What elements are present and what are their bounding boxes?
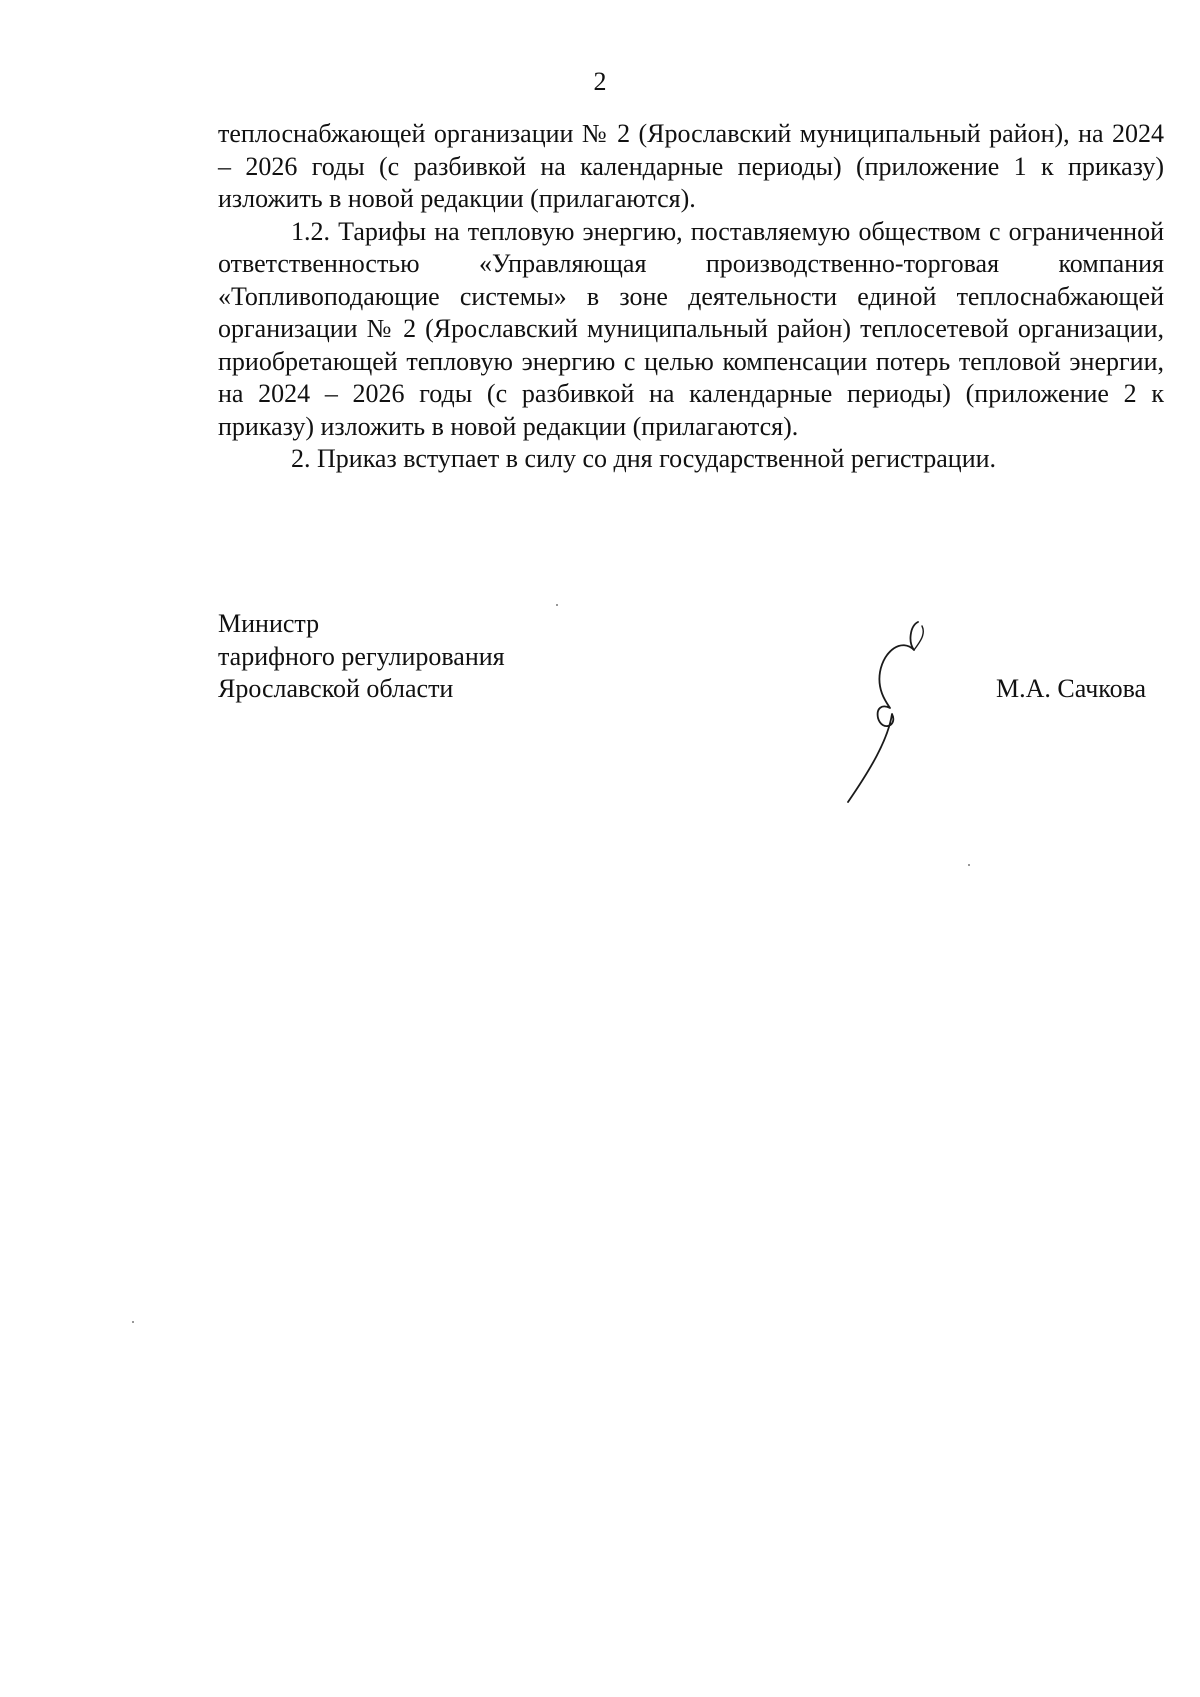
paragraph-item-2: 2. Приказ вступает в силу со дня государственной регистрации. (291, 444, 997, 473)
handwritten-signature (830, 620, 940, 805)
signatory-title (218, 608, 505, 706)
document-body (218, 118, 1164, 476)
signatory-name: М.А. Сачкова (996, 674, 1147, 703)
signatory-title-line: тарифного регулирования (218, 641, 505, 671)
paragraph-item-1-2: 1.2. Тарифы на тепловую энергию, поставляемую обществом с ограниченной ответственностью «Управляющая производственно-торговая компания «Топливоподающие системы» в зоне деятельности единой теплоснабжающей организации № 2 (Ярославский муниципальный район) теплосетевой организации, приобретающей тепловую энергию с целью компенсации потерь тепловой энергии, на 2024 – 2026 годы (с разбивкой на календарные периоды) (приложение 2 к приказу) изложить в новой редакции (прилагаются). (218, 216, 1164, 441)
paragraph-continuation: теплоснабжающей организации № 2 (Ярославский муниципальный район), на 2024 – 2026 годы (с разбивкой на календарные периоды) (приложение 1 к приказу) изложить в новой редакции (прилагаются). (218, 119, 1164, 213)
scan-speck (132, 1321, 134, 1323)
scan-speck (556, 604, 558, 606)
signatory-title-line: Ярославской области (218, 674, 454, 703)
signatory-title-line: Министр (218, 609, 320, 638)
scan-speck (968, 864, 970, 866)
page-number: 2 (593, 67, 607, 96)
